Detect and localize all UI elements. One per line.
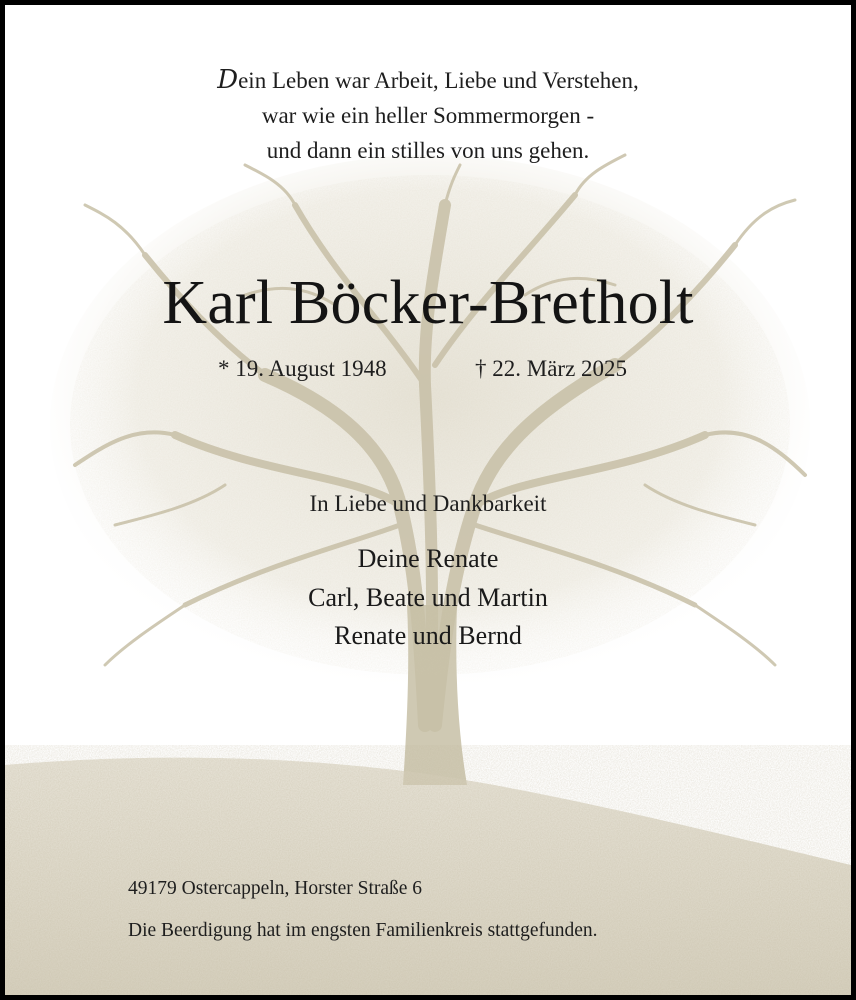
deceased-name: Karl Böcker-Bretholt	[162, 269, 694, 337]
dedication-line: In Liebe und Dankbarkeit	[309, 491, 547, 516]
death-date: † 22. März 2025	[475, 356, 628, 381]
memorial-poem	[5, 63, 851, 168]
poem-line-1-text: ein Leben war Arbeit, Liebe und Verstehen,	[238, 68, 639, 93]
birth-date: * 19. August 1948	[218, 356, 387, 381]
poem-initial: D	[217, 65, 239, 95]
poem-line-3: und dann ein stilles von uns gehen.	[266, 138, 590, 163]
mourners-list	[5, 540, 851, 656]
ground-texture	[5, 745, 851, 995]
poem-line-2: war wie ein heller Sommermorgen -	[261, 103, 595, 128]
poem-line-1	[5, 63, 851, 98]
mourner-name: Renate und Bernd	[334, 621, 522, 650]
life-dates	[5, 356, 851, 388]
mourner-name: Carl, Beate und Martin	[308, 582, 548, 612]
family-address: 49179 Ostercappeln, Horster Straße 6	[128, 878, 423, 899]
mourner-name: Deine Renate	[357, 544, 499, 573]
funeral-note: Die Beerdigung hat im engsten Familienkreis stattgefunden.	[128, 920, 598, 941]
